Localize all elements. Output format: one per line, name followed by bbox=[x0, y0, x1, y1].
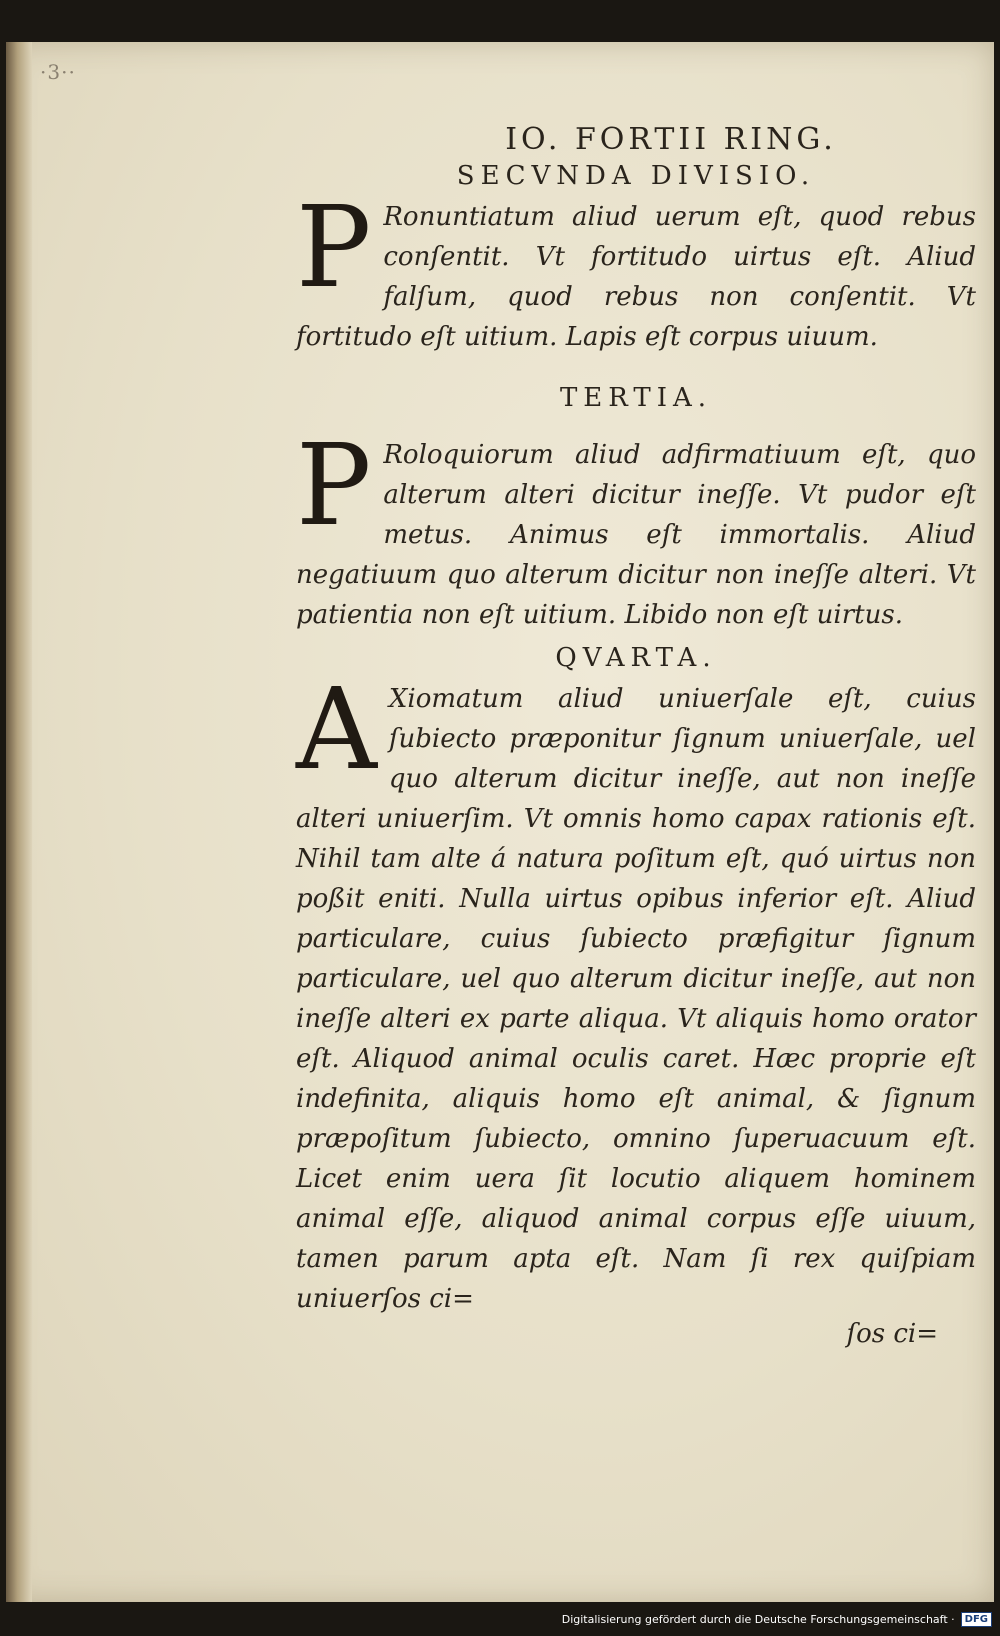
paragraph-tertia bbox=[296, 421, 976, 635]
paragraph-text: Xiomatum aliud uniuerſale eſt, cuius ſubiecto præponitur ſignum uniuerſale, uel quo alterum dicitur ineſſe, aut non ineſſe alteri uniuerſim. Vt omnis homo capax rationis eſt. Nihil tam alte á natura poſitum eſt, quó uirtus non poßit eniti. Nulla uirtus opibus inferior eſt. Aliud particulare, cuius ſubiecto præfigitur ſignum particulare, uel quo alterum dicitur ineſſe, aut non ineſſe alteri ex parte aliqua. Vt aliquis homo orator eſt. Aliquod animal oculis caret. Hæc proprie eſt indefinita, aliquis homo eſt animal, & ſignum præpoſitum ſubiecto, omnino ſuperuacuum eſt. Licet enim uera ſit locutio aliquem hominem animal eſſe, aliquod animal corpus eſſe uiuum, tamen parum apta eſt. Nam ſi rex quiſpiam uniuerſos ci= bbox=[296, 684, 976, 1314]
page-spine-shadow bbox=[6, 42, 32, 1602]
catchword: ſos ci= bbox=[846, 1319, 938, 1349]
drop-cap-initial: P bbox=[296, 183, 372, 313]
drop-cap-initial: A bbox=[296, 665, 377, 795]
dfg-logo-icon: DFG bbox=[961, 1612, 992, 1627]
credit-text: Digitalisierung gefördert durch die Deutsche Forschungsgemeinschaft · bbox=[561, 1612, 955, 1626]
running-head: IO. FORTII RING. bbox=[505, 122, 837, 157]
paragraph-secunda bbox=[296, 183, 976, 357]
paragraph-text: Ronuntiatum aliud uerum eſt, quod rebus conſentit. Vt fortitudo uirtus eſt. Aliud falſum, quod rebus non conſentit. Vt fortitudo eſt uitium. Lapis eſt corpus uiuum. bbox=[296, 202, 976, 352]
section-heading-quarta: QVARTA. bbox=[555, 643, 717, 673]
section-heading-tertia: TERTIA. bbox=[559, 383, 713, 413]
book-page bbox=[6, 42, 994, 1602]
digitization-credit bbox=[562, 1610, 992, 1628]
section-heading-secunda: SECVNDA DIVISIO. bbox=[456, 161, 816, 191]
paragraph-quarta bbox=[296, 665, 976, 1319]
corner-ink-mark: ·3·· bbox=[40, 60, 76, 84]
drop-cap-initial: P bbox=[296, 421, 372, 551]
text-block bbox=[296, 102, 976, 1349]
paragraph-text: Roloquiorum aliud adfirmatiuum eſt, quo alterum alteri dicitur ineſſe. Vt pudor eſt metus. Animus eſt immortalis. Aliud negatiuum quo alterum dicitur non ineſſe alteri. Vt patientia non eſt uitium. Libido non eſt uirtus. bbox=[296, 440, 976, 630]
